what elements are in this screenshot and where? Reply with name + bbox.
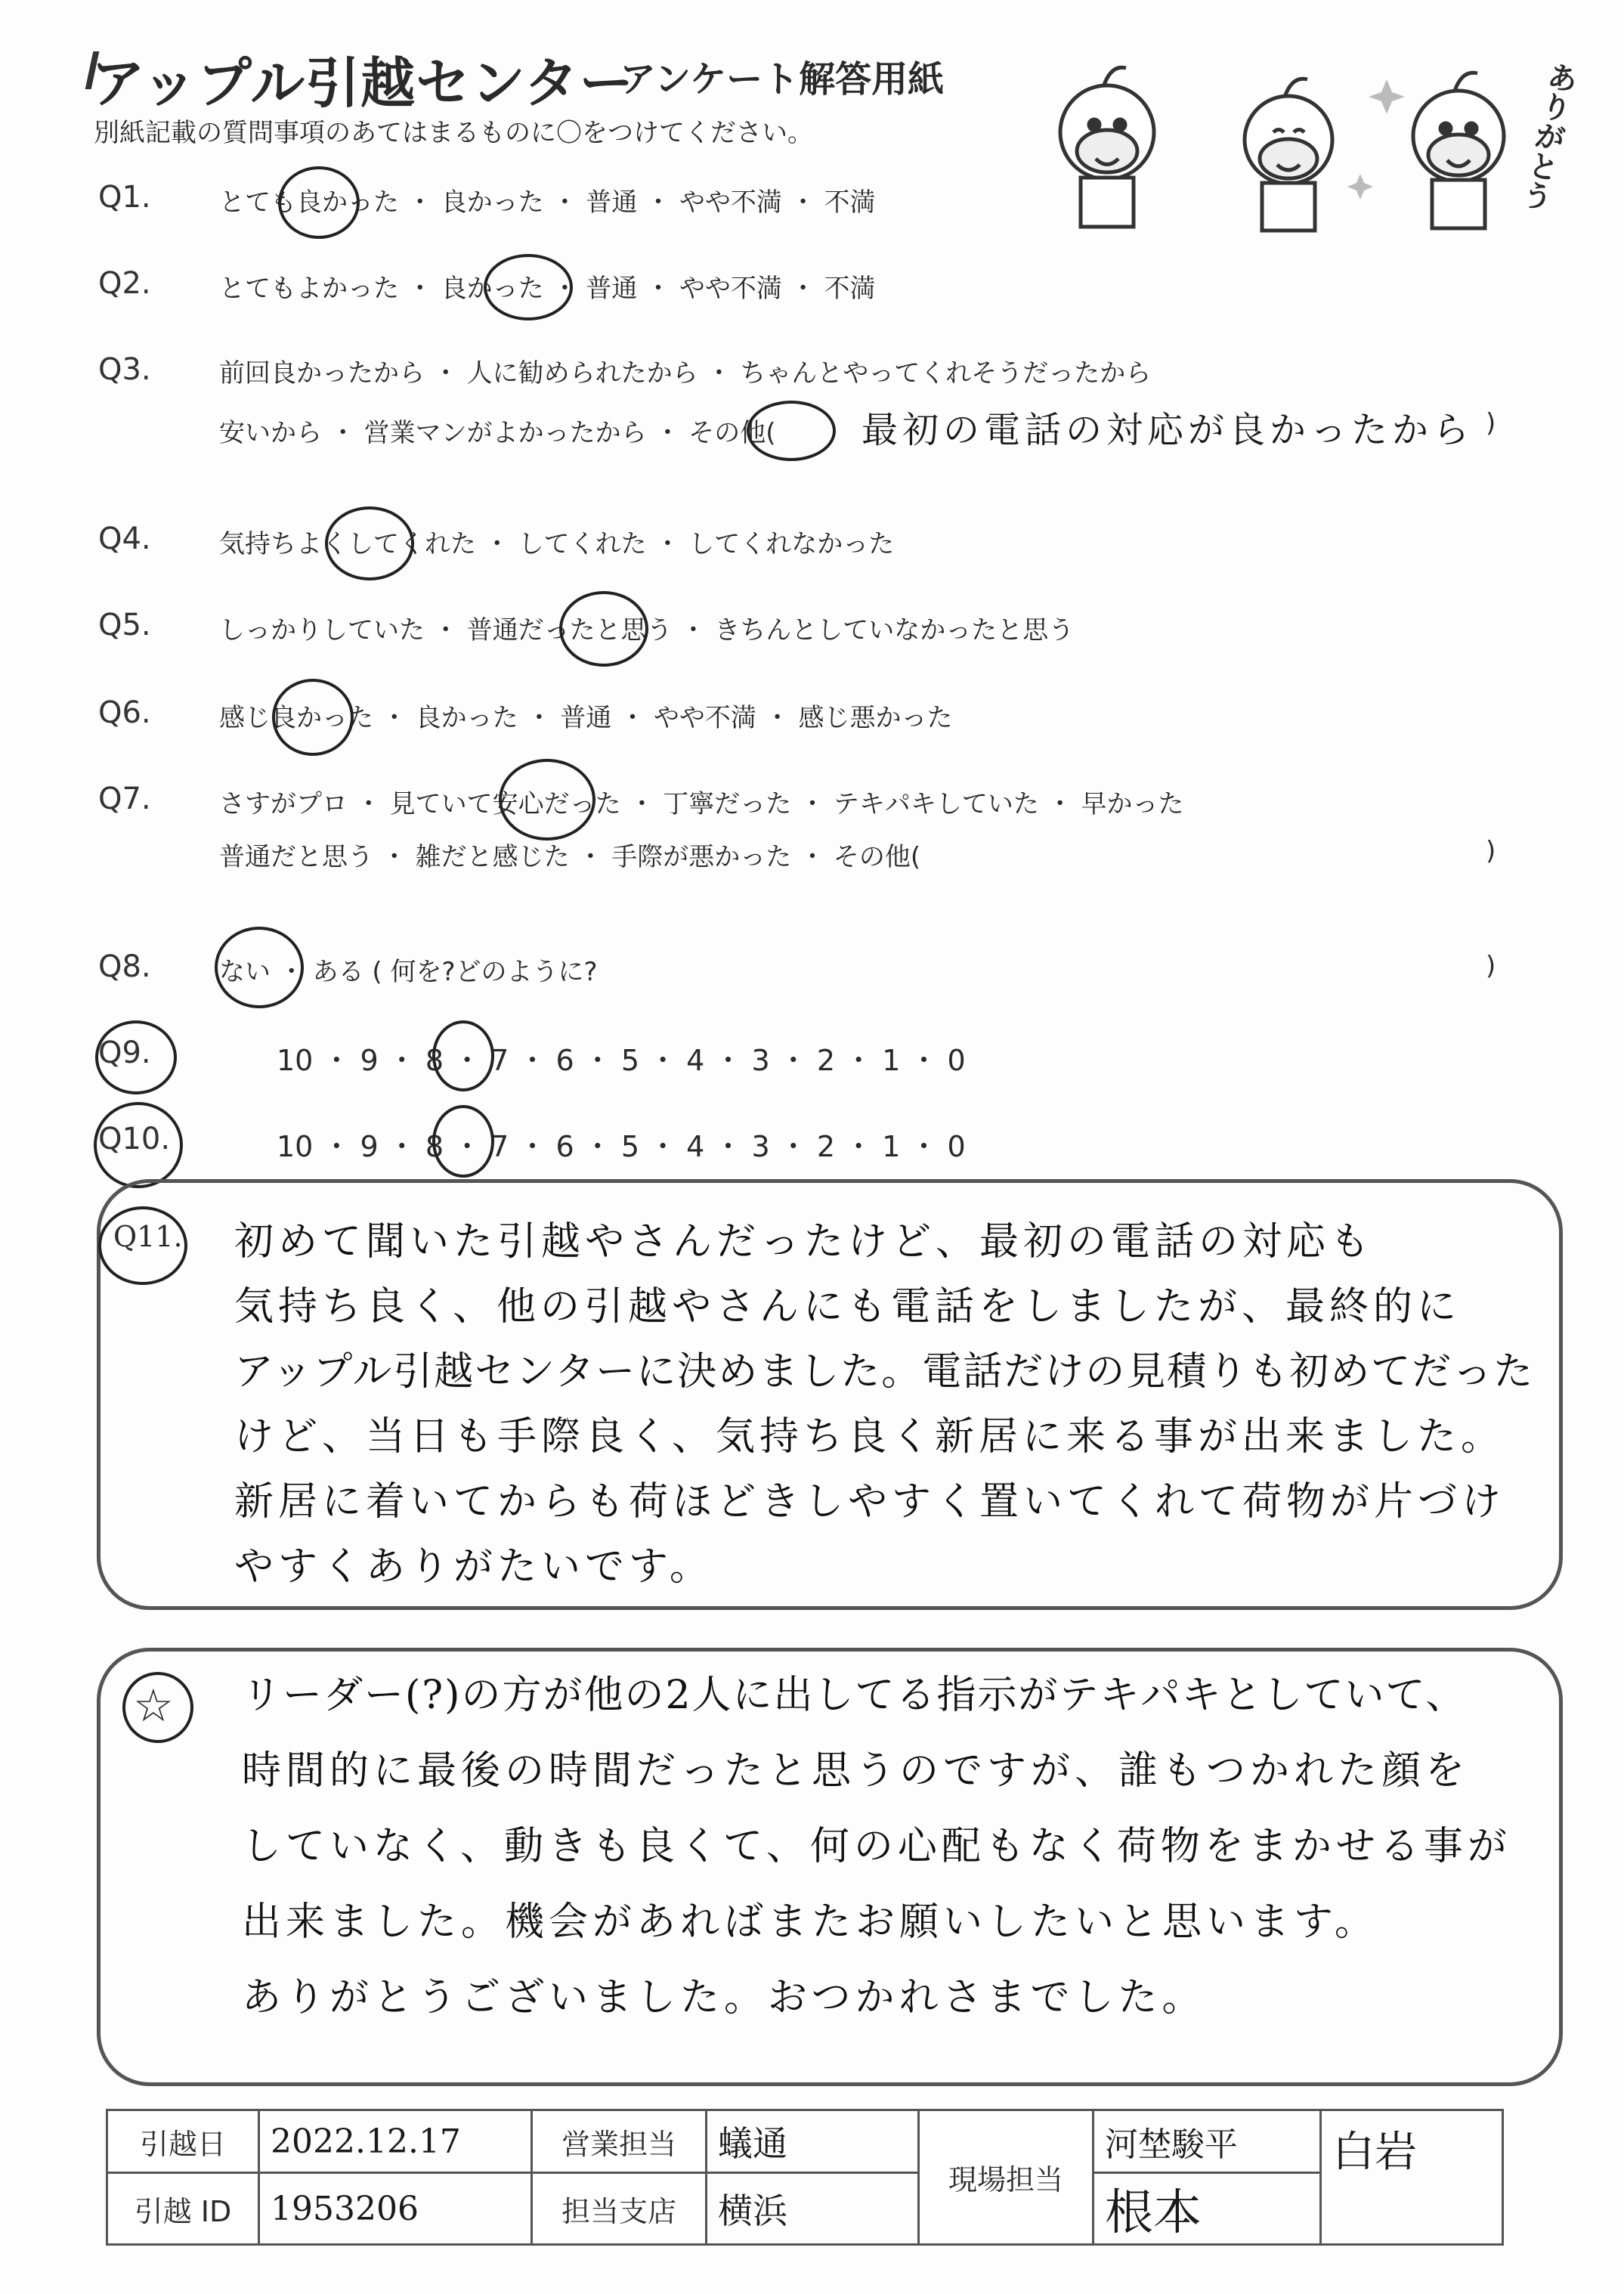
mascot-caption: ありがとう [1514, 58, 1581, 214]
q2-options: とてもよかった ・ 良かった ・ 普通 ・ やや不満 ・ 不満 [219, 274, 876, 304]
site-staff-1: 河埜駿平 [1093, 2110, 1321, 2173]
extra-comment-text [242, 1663, 1511, 2041]
branch-value: 横浜 [707, 2173, 919, 2245]
q11-comment-text [234, 1209, 1534, 1599]
q7-close-paren: ) [1486, 836, 1496, 866]
q3-label: Q3. [98, 352, 151, 387]
q11-line-4: けど、当日も手際良く、気持ち良く新居に来る事が出来ました。 [234, 1414, 1505, 1460]
q11-line-6: やすくありがたいです。 [234, 1544, 713, 1590]
q10-label-circle [94, 1102, 183, 1188]
q4-answer-circle [325, 506, 414, 580]
monkey-mascots-icon [1035, 45, 1579, 242]
q9-label: Q9. [98, 1036, 151, 1070]
q6-answer-circle [272, 679, 354, 756]
site-staff-label: 現場担当 [919, 2110, 1093, 2245]
q8-close-paren: ) [1486, 951, 1496, 981]
star-line-1: リーダー(?)の方が他の2人に出してる指示がテキパキとしていて、 [242, 1673, 1467, 1718]
q3-options-line2: 安いから ・ 営業マンがよかったから ・ その他( [219, 418, 776, 448]
sales-staff-label: 営業担当 [532, 2110, 707, 2173]
q9-label-circle [95, 1020, 177, 1094]
q4-options: 気持ちよくしてくれた ・ してくれた ・ してくれなかった [219, 529, 895, 559]
star-line-3: していなく、動きも良くて、何の心配もなく荷物をまかせる事が [242, 1824, 1511, 1869]
q10-label: Q10. [98, 1122, 171, 1156]
q5-label: Q5. [98, 608, 151, 642]
q7-options-line2: 普通だと思う ・ 雑だと感じた ・ 手際が悪かった ・ その他( [219, 842, 921, 872]
q5-answer-circle [559, 591, 648, 667]
form-subtitle: アンケート解答用紙 [620, 58, 945, 101]
q11-line-1: 初めて聞いた引越やさんだったけど、最初の電話の対応も [234, 1219, 1375, 1265]
move-date-label: 引越日 [107, 2110, 259, 2173]
star-icon: ☆ [133, 1679, 174, 1732]
q2-answer-circle [484, 254, 573, 320]
q11-label-circle [98, 1206, 187, 1285]
move-info-table [106, 2109, 1504, 2246]
star-circle [122, 1672, 193, 1743]
star-line-4: 出来ました。機会があればまたお願いしたいと思います。 [242, 1899, 1378, 1945]
q3-answer-circle [747, 401, 836, 461]
site-staff-3: 根本 [1093, 2173, 1321, 2245]
star-line-2: 時間的に最後の時間だったと思うのですが、誰もつかれた顔を [242, 1748, 1470, 1794]
instruction-text: 別紙記載の質問事項のあてはまるものに〇をつけてください。 [94, 118, 813, 148]
q10-answer-circle [432, 1105, 494, 1178]
branch-label: 担当支店 [532, 2173, 707, 2245]
move-date-value: 2022.12.17 [259, 2110, 532, 2173]
q8-answer-circle [215, 927, 304, 1008]
q3-close-paren: ) [1486, 408, 1496, 438]
q6-label: Q6. [98, 695, 151, 730]
star-line-5: ありがとうございました。おつかれさまでした。 [242, 1975, 1206, 2020]
q9-scale: 10 ・ 9 ・ 8 ・ 7 ・ 6 ・ 5 ・ 4 ・ 3 ・ 2 ・ 1 ・ 0 [277, 1044, 966, 1077]
q3-other-answer: 最初の電話の対応が良かったから [861, 409, 1474, 451]
q11-line-5: 新居に着いてからも荷ほどきしやすく置いてくれて荷物が片づけ [234, 1479, 1506, 1525]
move-id-value: 1953206 [259, 2173, 532, 2245]
q1-answer-circle [278, 166, 360, 239]
q7-label: Q7. [98, 782, 151, 816]
q9-answer-circle [432, 1020, 494, 1091]
q1-label: Q1. [98, 180, 151, 215]
mascot-illustration [1035, 45, 1579, 242]
q8-label: Q8. [98, 949, 151, 984]
q7-options-line1: さすがプロ ・ 見ていて安心だった ・ 丁寧だった ・ テキパキしていた ・ 早かった [219, 789, 1184, 819]
q4-label: Q4. [98, 522, 151, 556]
site-staff-2: 白岩 [1321, 2110, 1503, 2245]
company-title: アップル引越センター [91, 51, 635, 115]
q3-options-line1: 前回良かったから ・ 人に勧められたから ・ ちゃんとやってくれそうだったから [219, 358, 1152, 389]
q10-scale: 10 ・ 9 ・ 8 ・ 7 ・ 6 ・ 5 ・ 4 ・ 3 ・ 2 ・ 1 ・ 0 [277, 1130, 966, 1163]
q11-line-3: アップル引越センターに決めました。電話だけの見積りも初めてだった [234, 1349, 1535, 1395]
q8-options: ない ・ ある ( 何を?どのように? [219, 957, 598, 987]
q11-line-2: 気持ち良く、他の引越やさんにも電話をしましたが、最終的に [234, 1284, 1461, 1330]
q7-answer-circle [499, 759, 595, 841]
sales-staff-value: 蟻通 [707, 2110, 919, 2173]
q6-options: 感じ良かった ・ 良かった ・ 普通 ・ やや不満 ・ 感じ悪かった [219, 703, 953, 733]
q2-label: Q2. [98, 266, 151, 301]
q11-label: Q11. [113, 1220, 183, 1253]
q1-options: とても良かった ・ 良かった ・ 普通 ・ やや不満 ・ 不満 [219, 187, 876, 218]
q5-options: しっかりしていた ・ 普通だったと思う ・ きちんとしていなかったと思う [219, 615, 1075, 645]
move-id-label: 引越 ID [107, 2173, 259, 2245]
